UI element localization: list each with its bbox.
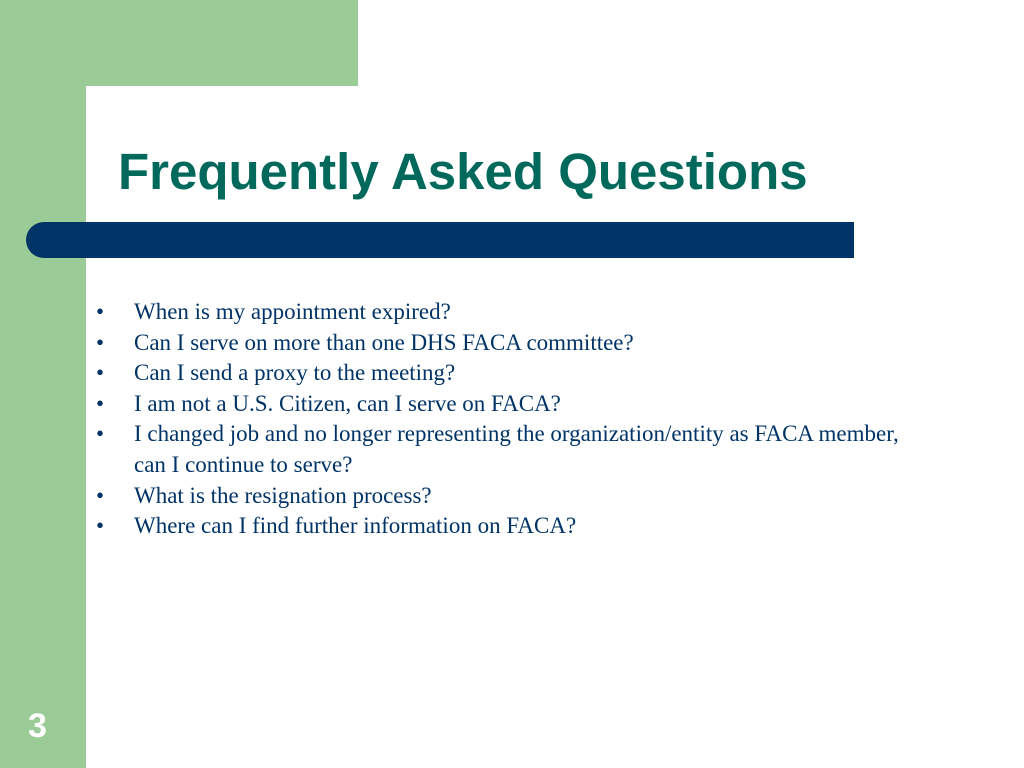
question-text: Can I send a proxy to the meeting? bbox=[134, 360, 456, 386]
question-text: Can I serve on more than one DHS FACA committee? bbox=[134, 329, 634, 355]
faq-list bbox=[96, 297, 916, 542]
title-underline-bar bbox=[26, 222, 854, 258]
bullet-icon: • bbox=[96, 360, 105, 386]
bullet-icon: • bbox=[96, 329, 105, 355]
bullet-icon: • bbox=[96, 390, 105, 416]
list-item bbox=[96, 511, 916, 542]
green-side-band bbox=[0, 0, 86, 768]
list-item bbox=[96, 481, 916, 512]
list-item bbox=[96, 389, 916, 420]
list-item bbox=[96, 419, 916, 480]
bullet-icon: • bbox=[96, 421, 105, 447]
bullet-icon: • bbox=[96, 482, 105, 508]
list-item bbox=[96, 297, 916, 328]
list-item bbox=[96, 358, 916, 389]
bullet-icon: • bbox=[96, 299, 105, 324]
list-item bbox=[96, 328, 916, 359]
slide-title: Frequently Asked Questions bbox=[118, 143, 808, 200]
question-text: What is the resignation process? bbox=[134, 482, 432, 508]
question-text: I changed job and no longer representing the organization/entity as FACA member, can I continue to serve? bbox=[134, 421, 899, 477]
question-text: I am not a U.S. Citizen, can I serve on FACA? bbox=[134, 390, 561, 416]
question-text: Where can I find further information on FACA? bbox=[134, 513, 577, 539]
page-number: 3 bbox=[28, 707, 47, 745]
bullet-icon: • bbox=[96, 513, 105, 539]
question-text: When is my appointment expired? bbox=[134, 299, 451, 324]
